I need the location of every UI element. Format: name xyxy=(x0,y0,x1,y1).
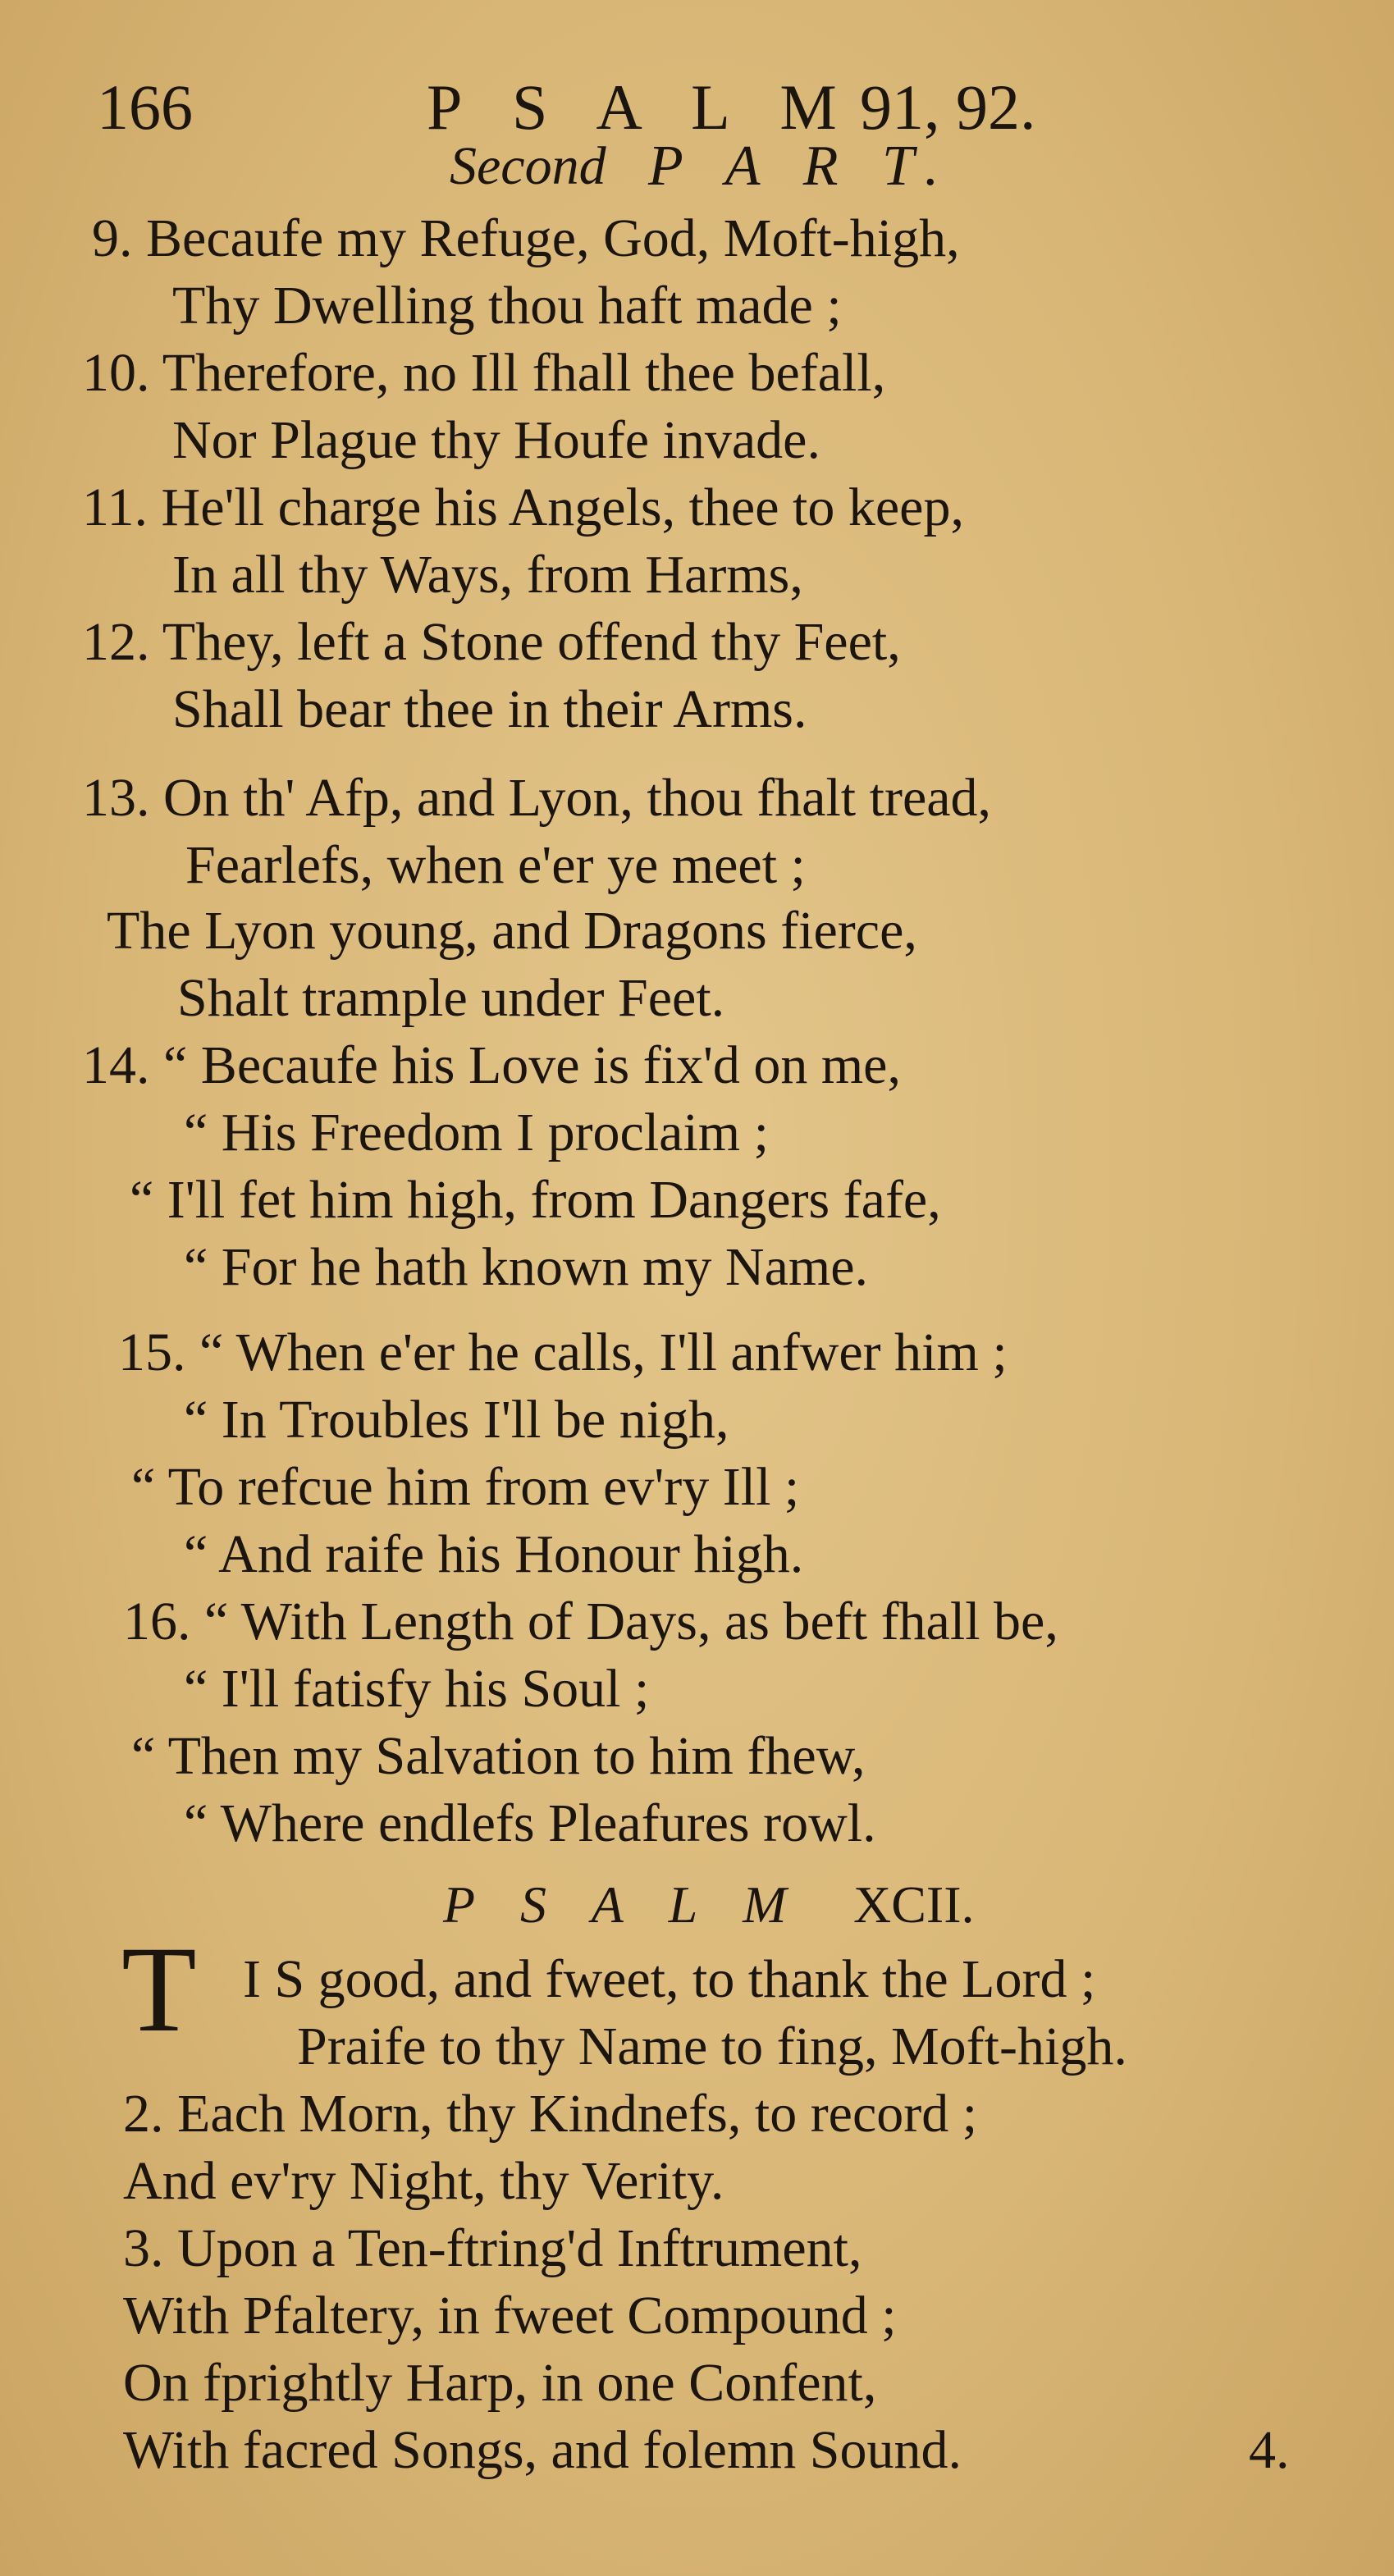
verse-line: With Pfaltery, in fweet Compound ; xyxy=(123,2286,897,2345)
verse-line: 15. “ When e'er he calls, I'll anfwer him ; xyxy=(118,1322,1008,1382)
verse-line: In all thy Ways, from Harms, xyxy=(172,545,803,605)
verse-line: 11. He'll charge his Angels, thee to keep, xyxy=(82,477,964,537)
verse-line: Nor Plague thy Houfe invade. xyxy=(172,410,820,470)
page-number: 166 xyxy=(97,71,193,143)
verse-line: And ev'ry Night, thy Verity. xyxy=(123,2151,724,2211)
verse-line: Shall bear thee in their Arms. xyxy=(172,679,807,739)
verse-line: “ His Freedom I proclaim ; xyxy=(184,1103,769,1162)
verse-line: I S good, and fweet, to thank the Lord ; xyxy=(243,1949,1096,2009)
subtitle-second: Second xyxy=(450,136,606,196)
psalm-heading-number: XCII. xyxy=(853,1875,975,1934)
verse-line: 10. Therefore, no Ill fhall thee befall, xyxy=(82,343,886,403)
verse-line: With facred Songs, and folemn Sound. xyxy=(123,2420,962,2480)
verse-line: On fprightly Harp, in one Confent, xyxy=(123,2353,877,2413)
verse-line: The Lyon young, and Dragons fierce, xyxy=(107,901,917,961)
verse-line: 13. On th' Afp, and Lyon, thou fhalt tread, xyxy=(82,768,992,828)
verse-line: 12. They, left a Stone offend thy Feet, xyxy=(82,612,901,672)
verse-line: “ To refcue him from ev'ry Ill ; xyxy=(131,1457,800,1517)
psalm-heading: P S A L M xyxy=(443,1875,803,1934)
verse-line: “ I'll fatisfy his Soul ; xyxy=(184,1659,650,1719)
verse-line: 14. “ Becaufe his Love is fix'd on me, xyxy=(82,1035,901,1095)
verse-line: 9. Becaufe my Refuge, God, Moft-high, xyxy=(92,208,960,268)
verse-line: “ Where endlefs Pleafures rowl. xyxy=(184,1793,876,1853)
verse-line: “ I'll fet him high, from Dangers fafe, xyxy=(130,1170,941,1230)
verse-line: “ And raife his Honour high. xyxy=(184,1524,804,1584)
drop-cap: T xyxy=(121,1921,197,2058)
verse-line: 3. Upon a Ten-ftring'd Inftrument, xyxy=(123,2218,862,2278)
verse-line: “ For he hath known my Name. xyxy=(184,1237,868,1297)
running-title: P S A L M xyxy=(427,71,855,143)
verse-line: 2. Each Morn, thy Kindnefs, to record ; xyxy=(123,2084,978,2144)
verse-line: Thy Dwelling thou haft made ; xyxy=(172,276,842,336)
subtitle-part: P A R T. xyxy=(648,135,954,198)
psalm-numbers: 91, 92. xyxy=(860,71,1036,143)
verse-line: 16. “ With Length of Days, as beft fhall be, xyxy=(123,1592,1058,1651)
verse-line: Fearlefs, when e'er ye meet ; xyxy=(185,835,806,895)
verse-line: “ Then my Salvation to him fhew, xyxy=(131,1726,866,1786)
verse-line: Shalt trample under Feet. xyxy=(177,968,725,1028)
verse-line: Praife to thy Name to fing, Moft-high. xyxy=(297,2016,1127,2076)
catchword: 4. xyxy=(1249,2420,1290,2480)
verse-line: “ In Troubles I'll be nigh, xyxy=(184,1390,729,1450)
